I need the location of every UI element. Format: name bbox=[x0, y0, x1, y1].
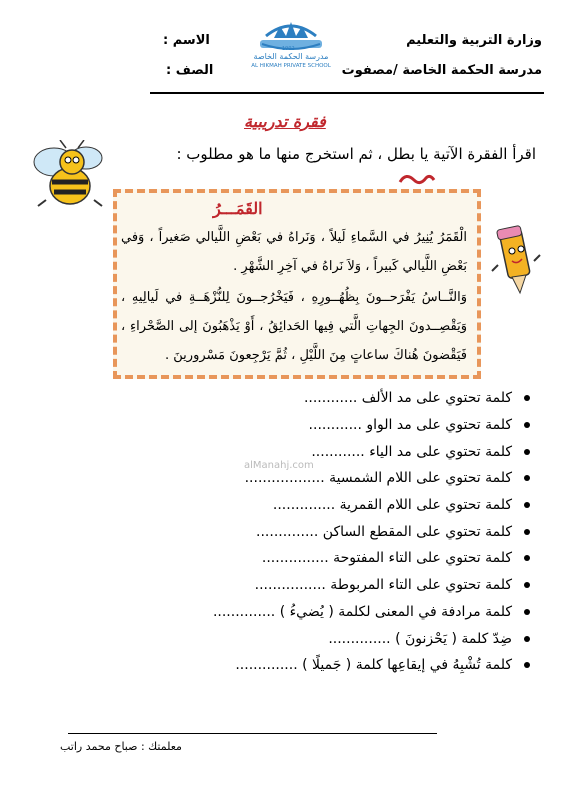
footer-divider bbox=[68, 733, 437, 734]
bullet-icon bbox=[524, 395, 530, 401]
logo-english-name: AL HIKMAH PRIVATE SCHOOL bbox=[251, 63, 331, 69]
bullet-icon bbox=[524, 582, 530, 588]
question-list bbox=[90, 385, 530, 679]
passage-title: القَمَـــرُ bbox=[213, 199, 263, 218]
bullet-icon bbox=[524, 529, 530, 535]
bullet-icon bbox=[524, 555, 530, 561]
pencil-character-clipart bbox=[490, 225, 542, 300]
question-item: كلمة مرادفة في المعنى لكلمة ( يُضيءُ ) .............. bbox=[90, 599, 530, 626]
logo-year: 1992 bbox=[282, 46, 295, 52]
teacher-signature: معلمتك : صباح محمد راتب bbox=[60, 740, 182, 753]
bullet-icon bbox=[524, 422, 530, 428]
bee-clipart bbox=[28, 140, 114, 212]
passage-paragraph-2: وَالنَّــاسُ يَفْرَحــونَ بِظُهُــورِهِ ، فَيَخْرُجــونَ لِلنُّزْهَــةِ في لَيالِيهِ ، وَيَقْصِــدونَ الجِهاتِ الَّتي فِيها الحَدائِقُ ، أَوْ يَذْهَبُونَ إلى الصَّحْراءِ ، فَيَقْضونَ هُناكَ ساعاتٍ مِنَ اللَّيْلِ ، ثُمَّ يَرْجِعونَ مَسْرورينَ . bbox=[121, 290, 467, 363]
school-label: مدرسة الحكمة الخاصة /مصفوت bbox=[341, 63, 542, 78]
question-item: كلمة تحتوي على التاء المفتوحة ............... bbox=[90, 545, 530, 572]
question-item: كلمة تحتوي على اللام الشمسية .................. bbox=[90, 465, 530, 492]
worksheet-title: فقرة تدريبية bbox=[244, 112, 326, 131]
logo-arabic-name: مدرسة الحكمة الخاصة bbox=[253, 52, 329, 61]
school-logo bbox=[236, 14, 346, 74]
watermark-text: alManahj.com bbox=[244, 460, 314, 471]
question-item: كلمة تحتوي على التاء المربوطة ................ bbox=[90, 572, 530, 599]
class-label: الصف : bbox=[166, 63, 214, 78]
instruction-text: اقرأ الفقرة الآتية يا بطل ، ثم استخرج منها ما هو مطلوب : bbox=[176, 145, 536, 163]
bullet-icon bbox=[524, 449, 530, 455]
question-item: كلمة تحتوي على المقطع الساكن .............. bbox=[90, 518, 530, 545]
bullet-icon bbox=[524, 609, 530, 615]
bullet-icon bbox=[524, 502, 530, 508]
bullet-icon bbox=[524, 662, 530, 668]
question-item: كلمة تُشْبِهُ في إيقاعِها كلمة ( جَميلًا ) .............. bbox=[90, 652, 530, 679]
swirl-decoration-icon bbox=[396, 170, 436, 190]
question-item: كلمة تحتوي على اللام القمرية .............. bbox=[90, 492, 530, 519]
question-item: كلمة تحتوي على مد الياء ............ bbox=[90, 438, 530, 465]
passage-paragraph-1: الْقَمَرُ يُنِيرُ في السَّماءِ لَيلاً ، وَنَراهُ في بَعْضِ اللَّيالي صَغيراً ، وَفي بَعْضِ اللَّيالي كَبيراً ، وَلاَ نَراهُ في آخِرِ الشَّهْرِ . bbox=[121, 230, 467, 274]
bullet-icon bbox=[524, 636, 530, 642]
question-item: كلمة تحتوي على مد الواو ............ bbox=[90, 412, 530, 439]
ministry-label: وزارة التربية والتعليم bbox=[406, 33, 542, 48]
question-item: كلمة تحتوي على مد الألف ............ bbox=[90, 385, 530, 412]
header-divider bbox=[150, 92, 544, 94]
bullet-icon bbox=[524, 475, 530, 481]
passage-box bbox=[113, 189, 481, 379]
question-item: ضِدّ كلمة ( يَحْزنونَ ) .............. bbox=[90, 625, 530, 652]
name-label: الاسم : bbox=[163, 33, 210, 48]
